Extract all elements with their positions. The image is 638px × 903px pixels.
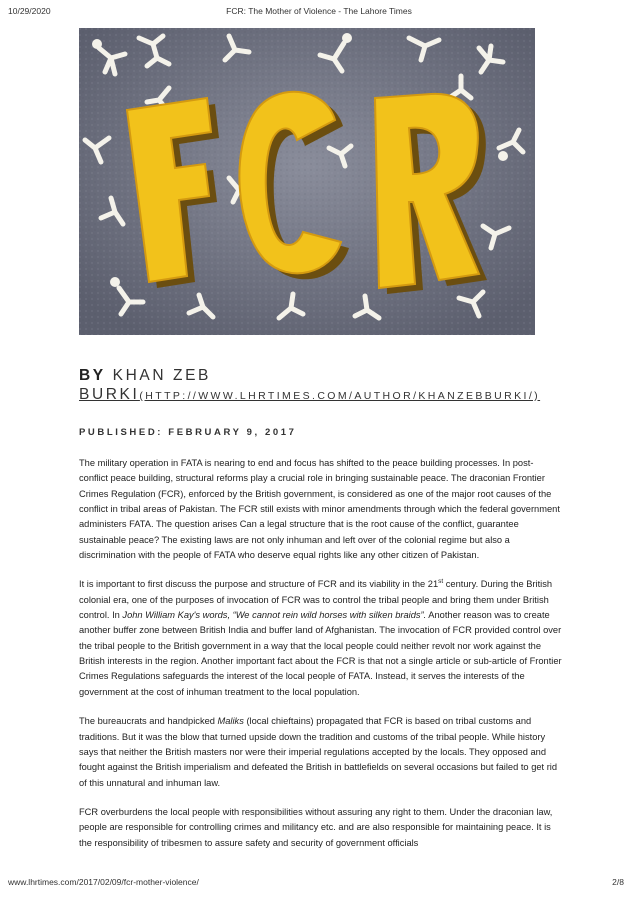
page-number: 2/8 [612,877,624,887]
author-link[interactable] [79,386,540,403]
print-url: www.lhrtimes.com/2017/02/09/fcr-mother-violence/ [8,877,199,887]
paragraph-text: century. During the British colonial era, one of the purposes of invocation of FCR was to control the tribal people and bring them under British control. In [79,579,553,621]
paragraph-text: (local chieftains) propagated that FCR is based on tribal customs and traditions. But it was the blow that turned upside down the tradition and customs of the tribal people. While history says that neither the British masters nor were their imperial regulations accepted by the locals. They opposed and fought against the British imperialism and defeated the British in battlefields on several occasions but failed to get rid of this unnatural and inhuman law. [79,716,558,788]
byline [79,366,549,406]
hero-image [79,28,535,335]
article-paragraph: The military operation in FATA is nearing to end and focus has shifted to the peace building processes. In post-conflict peace building, structural reforms play a crucial role in bringing sustainable peace. The draconian Frontier Crimes Regulation (FCR), enforced by the British government, is considered as one of the major root causes of the conflict in tribal areas of Pakistan. The FCR still exists with minor amendments through which the federal government administers FATA. The question arises Can a legal structure that is the root cause of the conflict, guarantee sustainable peace? The existing laws are not only inhuman and left over of the colonial regime but also a discrimination with the people of FATA who deserve equal rights like any other citizen of Pakistan. [79,458,560,561]
paragraph-text: It is important to first discuss the purpose and structure of FCR and its viability in the 21 [79,579,439,590]
byline-by: BY [79,367,106,384]
article-paragraph [79,577,562,700]
print-date: 10/29/2020 [8,6,51,16]
quote: John William Kay's words, “We cannot rein wild horses with silken braids”. [122,610,427,621]
fcr-illustration [79,28,535,335]
print-footer [0,877,638,891]
print-page-title: FCR: The Mother of Violence - The Lahore Times [226,6,412,16]
paragraph-text: The bureaucrats and handpicked [79,716,218,727]
article-body [79,456,562,865]
article-paragraph: FCR overburdens the local people with responsibilities without assuring any right to them. Under the draconian law, people are responsible for controlling crimes and militancy etc. and are also responsible for maintaining peace. It is the responsibility of tribesmen to assure safety and security of government officials [79,806,553,848]
byline-author-last[interactable]: BURKI [79,386,140,403]
published-date: PUBLISHED: FEBRUARY 9, 2017 [79,427,297,438]
emphasis: Maliks [217,716,244,727]
print-header [0,6,638,20]
author-url[interactable]: (HTTP://WWW.LHRTIMES.COM/AUTHOR/KHANZEBBURKI/) [139,390,541,402]
byline-author-first[interactable]: KHAN ZEB [112,367,211,384]
paragraph-text: Another reason was to create another buffer zone between British India and buffer land of Afghanistan. The invocation of FCR provided control over the tribal people to the British government in a way that the local people could neither revolt nor work against the British interests in the region. Another important fact about the FCR is that not a single article or sub-article of Frontier Crimes Regulations safeguards the interest of the local people of FATA. Instead, it serves the interests of the government at the cost of inhuman treatment to the local population. [79,610,562,697]
superscript: st [438,578,444,586]
article-paragraph [79,714,562,791]
